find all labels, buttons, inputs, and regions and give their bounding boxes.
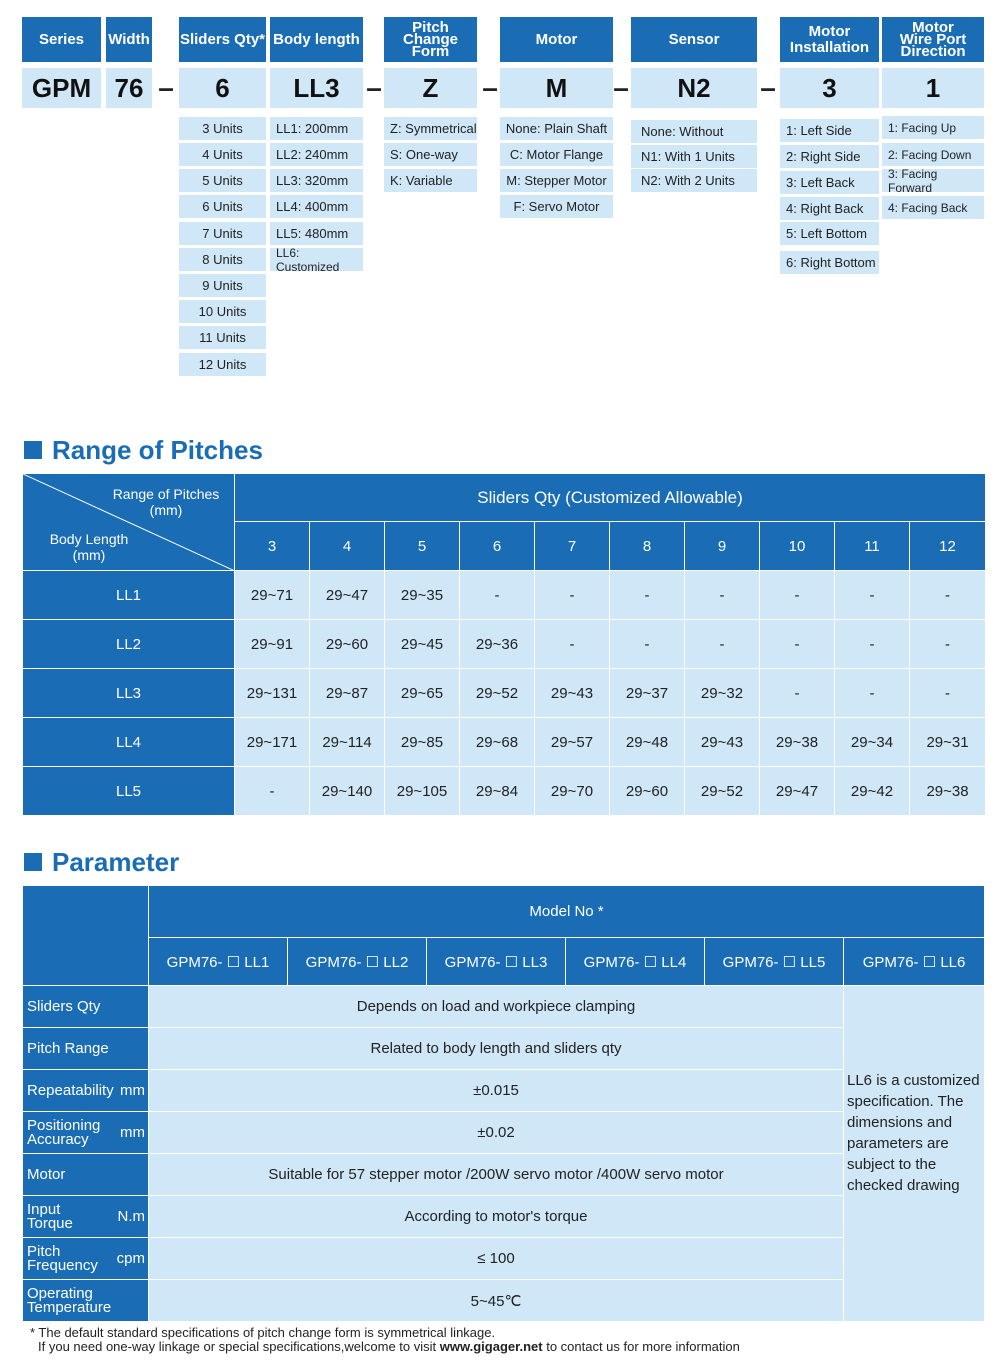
sensor-header: Sensor bbox=[631, 17, 757, 62]
website-link[interactable]: www.gigager.net bbox=[439, 1339, 543, 1354]
table-cell: 29~140 bbox=[310, 767, 385, 816]
parameter-row-header bbox=[23, 1238, 149, 1280]
pitch-form-option: S: One-way bbox=[384, 143, 477, 166]
install-option: 6: Right Bottom bbox=[780, 251, 879, 274]
wire-port-option: 2: Facing Down bbox=[882, 143, 984, 166]
table-cell: 29~31 bbox=[910, 718, 986, 767]
sensor-option: N1: With 1 Units bbox=[631, 145, 757, 168]
table-cell: - bbox=[835, 669, 910, 718]
table-cell: - bbox=[910, 620, 986, 669]
table-row bbox=[23, 986, 985, 1028]
parameter-value: Suitable for 57 stepper motor /200W servo motor /400W servo motor bbox=[149, 1154, 844, 1196]
parameter-table bbox=[22, 885, 985, 1322]
table-cell: 29~32 bbox=[685, 669, 760, 718]
table-cell: 29~36 bbox=[460, 620, 535, 669]
footnote-text: to contact us for more information bbox=[542, 1339, 740, 1354]
table-cell: 29~34 bbox=[835, 718, 910, 767]
table-cell: 29~84 bbox=[460, 767, 535, 816]
table-row bbox=[23, 1112, 985, 1154]
ll6-note: LL6 is a customized specification. The dimensions and parameters are subject to the checked drawing bbox=[844, 986, 985, 1322]
parameter-title bbox=[24, 846, 179, 878]
range-of-pitches-title-text: Range of Pitches bbox=[52, 434, 263, 465]
parameter-row-header bbox=[23, 1028, 149, 1070]
table-cell: 29~65 bbox=[385, 669, 460, 718]
column-header: 3 bbox=[235, 522, 310, 571]
install-option: 3: Left Back bbox=[780, 171, 879, 194]
sliders-option: 11 Units bbox=[179, 326, 266, 349]
motor-option: None: Plain Shaft bbox=[500, 117, 613, 140]
parameter-row-header bbox=[23, 986, 149, 1028]
table-cell: - bbox=[910, 669, 986, 718]
table-cell: 29~42 bbox=[835, 767, 910, 816]
table-cell: 29~43 bbox=[685, 718, 760, 767]
table-row bbox=[23, 767, 986, 816]
sensor-option: None: Without bbox=[631, 120, 757, 143]
column-header: 8 bbox=[610, 522, 685, 571]
pitch-form-option: Z: Symmetrical bbox=[384, 117, 477, 140]
parameter-value: Related to body length and sliders qty bbox=[149, 1028, 844, 1070]
row-header: LL4 bbox=[23, 718, 235, 767]
column-header: 9 bbox=[685, 522, 760, 571]
motor-code: M bbox=[500, 68, 613, 108]
body-length-option: LL3: 320mm bbox=[270, 169, 363, 192]
table-cell: 29~52 bbox=[685, 767, 760, 816]
series-header: Series bbox=[22, 17, 101, 62]
parameter-label: Input Torque bbox=[27, 1200, 73, 1232]
model-no-header: Model No * bbox=[149, 886, 985, 938]
table-cell: 29~71 bbox=[235, 571, 310, 620]
sliders-option: 10 Units bbox=[179, 300, 266, 323]
footnote-line-1: * The default standard specifications of pitch change form is symmetrical linkage. bbox=[30, 1325, 496, 1340]
sliders-qty-header: Sliders Qty* bbox=[179, 17, 266, 62]
body-length-option: LL6: Customized bbox=[270, 248, 363, 271]
parameter-unit: mm bbox=[120, 1123, 145, 1141]
table-cell: 29~47 bbox=[310, 571, 385, 620]
column-header: 4 bbox=[310, 522, 385, 571]
body-length-option: LL2: 240mm bbox=[270, 143, 363, 166]
table-cell: - bbox=[535, 571, 610, 620]
parameter-label: Sliders Qty bbox=[27, 997, 101, 1015]
corner-top-label: Range of Pitches (mm) bbox=[112, 486, 220, 518]
table-cell: - bbox=[685, 571, 760, 620]
table-cell: 29~114 bbox=[310, 718, 385, 767]
separator-dash: – bbox=[760, 72, 776, 103]
table-cell: 29~48 bbox=[610, 718, 685, 767]
parameter-value: ±0.015 bbox=[149, 1070, 844, 1112]
body-length-option: LL5: 480mm bbox=[270, 222, 363, 245]
sliders-option: 12 Units bbox=[179, 353, 266, 376]
body-length-option: LL1: 200mm bbox=[270, 117, 363, 140]
sensor-code: N2 bbox=[631, 68, 757, 108]
install-option: 4: Right Back bbox=[780, 197, 879, 220]
table-cell: 29~52 bbox=[460, 669, 535, 718]
sliders-option: 4 Units bbox=[179, 143, 266, 166]
table-cell: - bbox=[910, 571, 986, 620]
table-cell: 29~38 bbox=[910, 767, 986, 816]
table-row bbox=[23, 1070, 985, 1112]
parameter-corner bbox=[23, 886, 149, 986]
sliders-qty-group-header: Sliders Qty (Customized Allowable) bbox=[235, 474, 986, 522]
table-cell: - bbox=[685, 620, 760, 669]
parameter-unit: mm bbox=[120, 1081, 145, 1099]
sliders-option: 7 Units bbox=[179, 222, 266, 245]
parameter-label: Pitch Frequency bbox=[27, 1242, 98, 1274]
separator-dash: – bbox=[613, 72, 629, 103]
table-cell: 29~60 bbox=[610, 767, 685, 816]
table-cell: - bbox=[610, 571, 685, 620]
motor-option: M: Stepper Motor bbox=[500, 169, 613, 192]
series-code: GPM bbox=[22, 68, 101, 108]
wire-port-code: 1 bbox=[882, 68, 984, 108]
column-header: 5 bbox=[385, 522, 460, 571]
wire-port-option: 4: Facing Back bbox=[882, 196, 984, 219]
table-cell: 29~91 bbox=[235, 620, 310, 669]
sliders-option: 9 Units bbox=[179, 274, 266, 297]
width-header: Width bbox=[106, 17, 152, 62]
parameter-unit: N.m bbox=[117, 1207, 145, 1225]
table-cell: - bbox=[760, 669, 835, 718]
table-cell: - bbox=[610, 620, 685, 669]
footnote-text: If you need one-way linkage or special specifications,welcome to visit bbox=[38, 1339, 440, 1354]
parameter-label: Pitch Range bbox=[27, 1039, 109, 1057]
parameter-unit: cpm bbox=[116, 1249, 145, 1267]
install-option: 2: Right Side bbox=[780, 145, 879, 168]
wire-port-option: 3: Facing Forward bbox=[882, 169, 984, 192]
column-header: 11 bbox=[835, 522, 910, 571]
table-row bbox=[23, 571, 986, 620]
sliders-option: 5 Units bbox=[179, 169, 266, 192]
table-row bbox=[23, 1238, 985, 1280]
body-length-option: LL4: 400mm bbox=[270, 195, 363, 218]
table-row bbox=[23, 1154, 985, 1196]
row-header: LL5 bbox=[23, 767, 235, 816]
pitch-form-option: K: Variable bbox=[384, 169, 477, 192]
range-of-pitches-title bbox=[24, 434, 263, 466]
body-length-code: LL3 bbox=[270, 68, 363, 108]
parameter-value: Depends on load and workpiece clamping bbox=[149, 986, 844, 1028]
table-cell: - bbox=[235, 767, 310, 816]
column-header: 10 bbox=[760, 522, 835, 571]
body-length-header: Body length bbox=[270, 17, 363, 62]
model-column-header: GPM76- ☐ LL5 bbox=[705, 938, 844, 986]
parameter-row-header bbox=[23, 1070, 149, 1112]
table-row bbox=[23, 1196, 985, 1238]
pitch-range-table bbox=[22, 473, 986, 816]
motor-option: C: Motor Flange bbox=[500, 143, 613, 166]
install-option: 5: Left Bottom bbox=[780, 222, 879, 245]
sensor-option: N2: With 2 Units bbox=[631, 169, 757, 192]
table-cell: 29~87 bbox=[310, 669, 385, 718]
install-code: 3 bbox=[780, 68, 879, 108]
model-column-header: GPM76- ☐ LL1 bbox=[149, 938, 288, 986]
column-header: 12 bbox=[910, 522, 986, 571]
parameter-row-header bbox=[23, 1154, 149, 1196]
parameter-label: Operating Temperature bbox=[27, 1284, 112, 1316]
table-row bbox=[23, 620, 986, 669]
parameter-value: 5~45℃ bbox=[149, 1280, 844, 1322]
corner-bottom-label: Body Length (mm) bbox=[49, 531, 129, 563]
table-row bbox=[23, 1028, 985, 1070]
table-cell: - bbox=[835, 571, 910, 620]
table-cell: 29~57 bbox=[535, 718, 610, 767]
model-header-row bbox=[23, 938, 985, 986]
table-row bbox=[23, 669, 986, 718]
parameter-row-header bbox=[23, 1196, 149, 1238]
parameter-value: ±0.02 bbox=[149, 1112, 844, 1154]
table-cell: 29~171 bbox=[235, 718, 310, 767]
parameter-label: Positioning Accuracy bbox=[27, 1116, 101, 1148]
sliders-code: 6 bbox=[179, 68, 266, 108]
row-header: LL1 bbox=[23, 571, 235, 620]
wire-port-option: 1: Facing Up bbox=[882, 116, 984, 139]
motor-installation-header: Motor Installation bbox=[780, 17, 879, 62]
section-square-icon bbox=[24, 853, 42, 871]
parameter-row-header bbox=[23, 1280, 149, 1322]
separator-dash: – bbox=[158, 72, 174, 103]
model-column-header: GPM76- ☐ LL2 bbox=[288, 938, 427, 986]
motor-wire-port-header: Motor Wire Port Direction bbox=[882, 17, 984, 62]
width-code: 76 bbox=[106, 68, 152, 108]
table-cell: 29~38 bbox=[760, 718, 835, 767]
table-cell: - bbox=[760, 571, 835, 620]
table-cell: - bbox=[535, 620, 610, 669]
motor-option: F: Servo Motor bbox=[500, 195, 613, 218]
table-cell: 29~43 bbox=[535, 669, 610, 718]
table-cell: 29~68 bbox=[460, 718, 535, 767]
pitch-table-corner bbox=[23, 474, 235, 571]
parameter-row-header bbox=[23, 1112, 149, 1154]
install-option: 1: Left Side bbox=[780, 119, 879, 142]
table-cell: 29~47 bbox=[760, 767, 835, 816]
table-cell: 29~37 bbox=[610, 669, 685, 718]
table-cell: - bbox=[760, 620, 835, 669]
motor-header: Motor bbox=[500, 17, 613, 62]
sliders-option: 3 Units bbox=[179, 117, 266, 140]
table-cell: 29~60 bbox=[310, 620, 385, 669]
model-column-header: GPM76- ☐ LL4 bbox=[566, 938, 705, 986]
column-header: 7 bbox=[535, 522, 610, 571]
table-cell: 29~105 bbox=[385, 767, 460, 816]
table-cell: 29~45 bbox=[385, 620, 460, 669]
parameter-value: ≤ 100 bbox=[149, 1238, 844, 1280]
sliders-option: 6 Units bbox=[179, 195, 266, 218]
parameter-value: According to motor's torque bbox=[149, 1196, 844, 1238]
table-cell: 29~35 bbox=[385, 571, 460, 620]
model-column-header: GPM76- ☐ LL6 bbox=[844, 938, 985, 986]
parameter-label: Repeatability bbox=[27, 1081, 114, 1099]
table-cell: - bbox=[460, 571, 535, 620]
row-header: LL2 bbox=[23, 620, 235, 669]
section-square-icon bbox=[24, 441, 42, 459]
table-row bbox=[23, 718, 986, 767]
parameter-title-text: Parameter bbox=[52, 846, 180, 877]
column-header: 6 bbox=[460, 522, 535, 571]
table-cell: - bbox=[835, 620, 910, 669]
separator-dash: – bbox=[366, 72, 382, 103]
parameter-label: Motor bbox=[27, 1165, 66, 1183]
row-header: LL3 bbox=[23, 669, 235, 718]
pitch-code: Z bbox=[384, 68, 477, 108]
table-cell: 29~85 bbox=[385, 718, 460, 767]
table-row bbox=[23, 1280, 985, 1322]
footnote-line-2 bbox=[38, 1340, 988, 1354]
sliders-option: 8 Units bbox=[179, 248, 266, 271]
separator-dash: – bbox=[482, 72, 498, 103]
table-cell: 29~70 bbox=[535, 767, 610, 816]
pitch-change-form-header: Pitch Change Form bbox=[384, 17, 477, 62]
table-cell: 29~131 bbox=[235, 669, 310, 718]
model-column-header: GPM76- ☐ LL3 bbox=[427, 938, 566, 986]
